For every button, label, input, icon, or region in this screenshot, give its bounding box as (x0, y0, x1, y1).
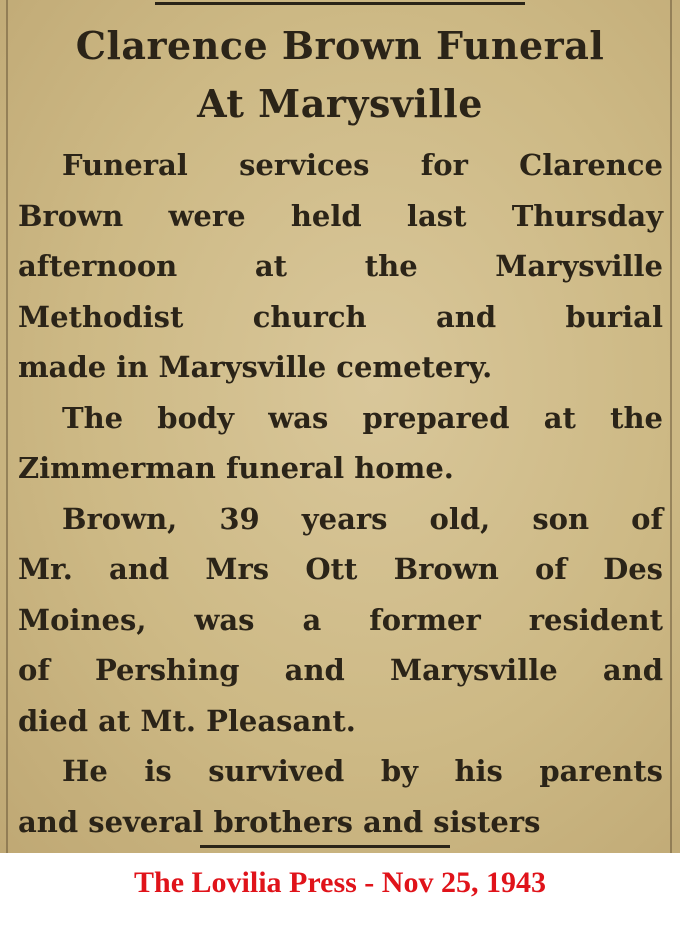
headline-line-2: At Marysville (197, 81, 483, 126)
headline-line-1: Clarence Brown Funeral (75, 23, 605, 68)
article-line: Mr. and Mrs Ott Brown of Des (18, 552, 663, 586)
article-line: He is survived by his parents (62, 754, 663, 788)
article-line: of Pershing and Marysville and (18, 653, 663, 687)
article-body (18, 140, 663, 847)
source-caption: The Lovilia Press - Nov 25, 1943 (134, 866, 546, 899)
article-line: Brown, 39 years old, son of (62, 501, 663, 536)
article-line: Brown were held last Thursday (18, 198, 663, 233)
article-line: died at Mt. Pleasant. (18, 703, 356, 738)
article-line: Zimmerman funeral home. (18, 451, 454, 485)
top-rule (155, 2, 525, 5)
article-line: made in Marysville cemetery. (18, 350, 493, 384)
article-line: Methodist church and burial (18, 299, 663, 334)
article-line: afternoon at the Marysville (18, 249, 663, 283)
article-line: Funeral services for Clarence (62, 148, 663, 182)
article-line: and several brothers and sisters (18, 804, 541, 839)
article-line: Moines, was a former resident (18, 602, 663, 637)
bottom-rule (200, 845, 450, 848)
left-column-line (6, 0, 8, 853)
article-line: The body was prepared at the (62, 400, 663, 435)
right-column-line (670, 0, 672, 853)
